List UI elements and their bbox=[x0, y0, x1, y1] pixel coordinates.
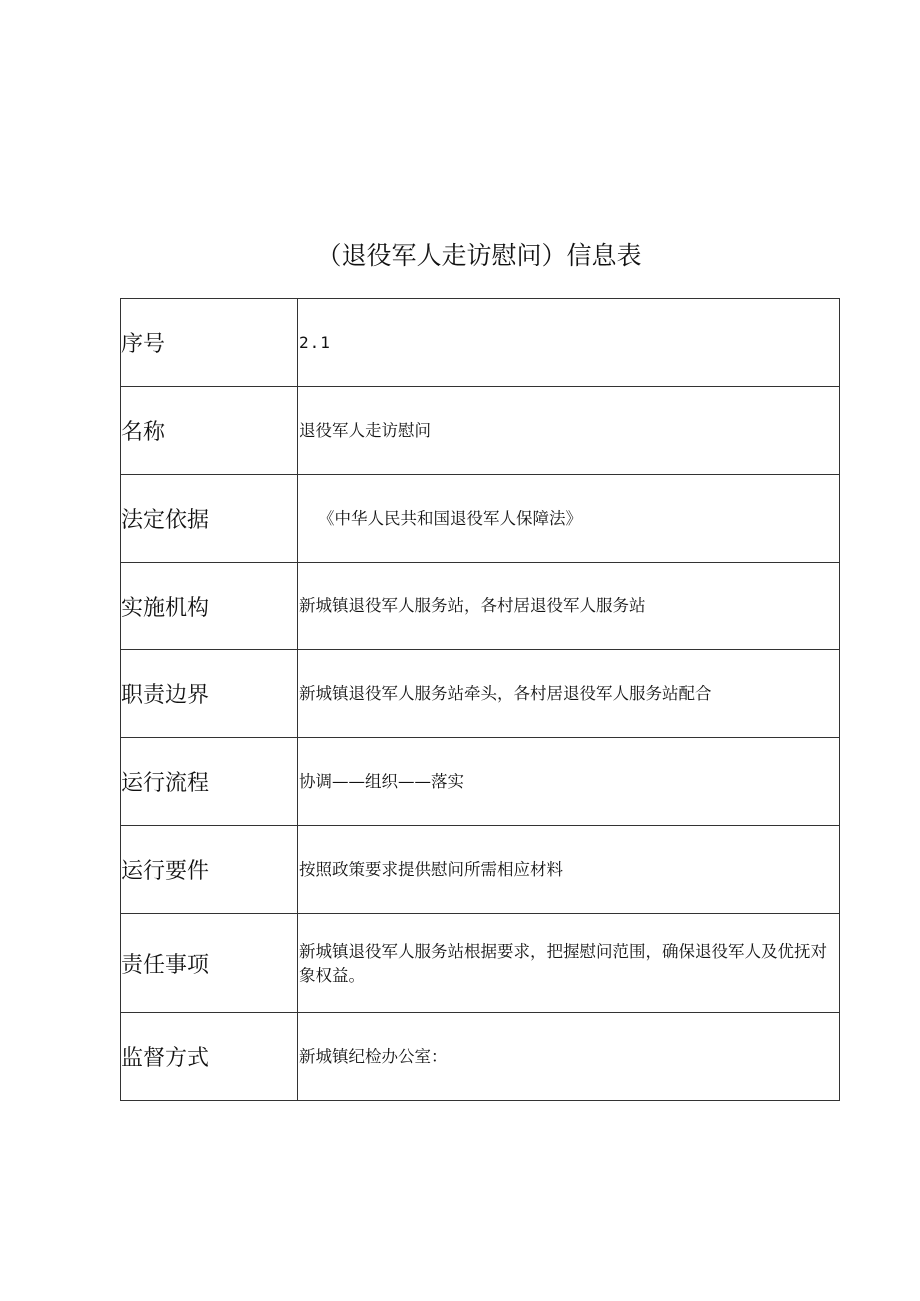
table-row-responsibility-boundary bbox=[121, 650, 840, 738]
table-row-implementing-agency bbox=[121, 563, 840, 650]
row-label-responsibility-boundary: 职责边界 bbox=[121, 650, 298, 738]
table-row-supervision-method bbox=[121, 1013, 840, 1101]
row-value-serial-number: 2.1 bbox=[298, 299, 840, 387]
table-row-name bbox=[121, 387, 840, 475]
table-row-serial-number bbox=[121, 299, 840, 387]
row-label-name: 名称 bbox=[121, 387, 298, 475]
row-value-legal-basis: 《中华人民共和国退役军人保障法》 bbox=[298, 475, 840, 563]
row-value-name: 退役军人走访慰问 bbox=[298, 387, 840, 475]
row-label-implementing-agency: 实施机构 bbox=[121, 563, 298, 650]
info-table bbox=[120, 298, 840, 1101]
table-row-responsibility-items bbox=[121, 914, 840, 1013]
row-value-operation-process: 协调——组织——落实 bbox=[298, 738, 840, 826]
row-value-implementing-agency: 新城镇退役军人服务站，各村居退役军人服务站 bbox=[298, 563, 840, 650]
table-row-operation-requirements bbox=[121, 826, 840, 914]
row-label-legal-basis: 法定依据 bbox=[121, 475, 298, 563]
row-value-operation-requirements: 按照政策要求提供慰问所需相应材料 bbox=[298, 826, 840, 914]
row-label-responsibility-items: 责任事项 bbox=[121, 914, 298, 1013]
row-label-supervision-method: 监督方式 bbox=[121, 1013, 298, 1101]
row-value-supervision-method: 新城镇纪检办公室： bbox=[298, 1013, 840, 1101]
table-row-legal-basis bbox=[121, 475, 840, 563]
row-label-serial-number: 序号 bbox=[121, 299, 298, 387]
row-label-operation-process: 运行流程 bbox=[121, 738, 298, 826]
table-row-operation-process bbox=[121, 738, 840, 826]
row-value-responsibility-items: 新城镇退役军人服务站根据要求，把握慰问范围，确保退役军人及优抚对象权益。 bbox=[298, 914, 840, 1013]
document-title: （退役军人走访慰问）信息表 bbox=[316, 241, 642, 270]
row-label-operation-requirements: 运行要件 bbox=[121, 826, 298, 914]
row-value-responsibility-boundary: 新城镇退役军人服务站牵头，各村居退役军人服务站配合 bbox=[298, 650, 840, 738]
